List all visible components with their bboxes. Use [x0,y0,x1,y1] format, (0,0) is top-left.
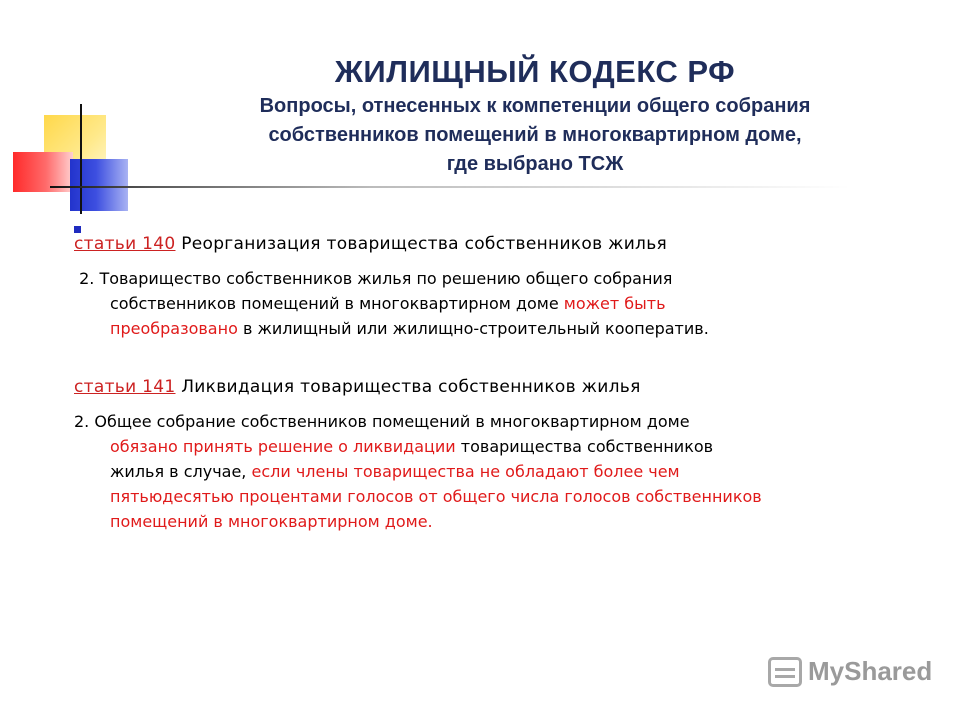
text-highlight: обязано принять решение о ликвидации [110,437,456,456]
text-highlight: преобразовано [110,319,238,338]
text-highlight: если члены товарищества не обладают более чем [251,462,680,481]
article-141-link[interactable]: статьи 141 [74,377,176,397]
article-141-line-5: помещений в многоквартирном доме. [110,512,433,531]
slide-title: ЖИЛИЩНЫЙ КОДЕКС РФ [334,54,736,89]
text-plain: в жилищный или жилищно-строительный кооператив. [237,319,709,338]
decor-horizontal-line [50,186,850,188]
article-140-paragraph [74,266,709,341]
title-block [140,54,930,179]
decor-blue-square [70,159,128,211]
article-140-line-3 [74,316,709,341]
slide-subtitle [140,92,930,179]
article-141-heading [74,375,641,400]
subtitle-line-2: собственников помещений в многоквартирном доме, [268,124,802,146]
subtitle-line-3: где выбрано ТСЖ [446,153,624,175]
article-141-line-3 [74,459,762,484]
article-140-line-2 [74,291,709,316]
article-140-heading [74,232,667,257]
article-140-title: Реорганизация товарищества собственников жилья [175,234,668,254]
article-141-line-4: пятьюдесятью процентами голосов от общего числа голосов собственников [110,487,762,506]
article-141-line-2 [74,434,762,459]
article-140-link[interactable]: статьи 140 [74,234,176,254]
subtitle-line-1: Вопросы, отнесенных к компетенции общего собрания [259,95,811,117]
presentation-icon [768,657,802,687]
article-140-line-1: 2. Товарищество собственников жилья по решению общего собрания [74,269,673,288]
text-plain: собственников помещений в многоквартирном доме [110,294,564,313]
watermark-text: MyShared [808,656,933,686]
text-plain: товарищества собственников [455,437,714,456]
text-highlight: может быть [563,294,666,313]
article-141-line-1: 2. Общее собрание собственников помещений в многоквартирном доме [74,412,690,431]
watermark [768,656,932,687]
text-plain: жилья в случае, [110,462,252,481]
article-141-title: Ликвидация товарищества собственников жилья [175,377,641,397]
article-141-paragraph [74,409,762,534]
decor-vertical-line [80,104,82,214]
